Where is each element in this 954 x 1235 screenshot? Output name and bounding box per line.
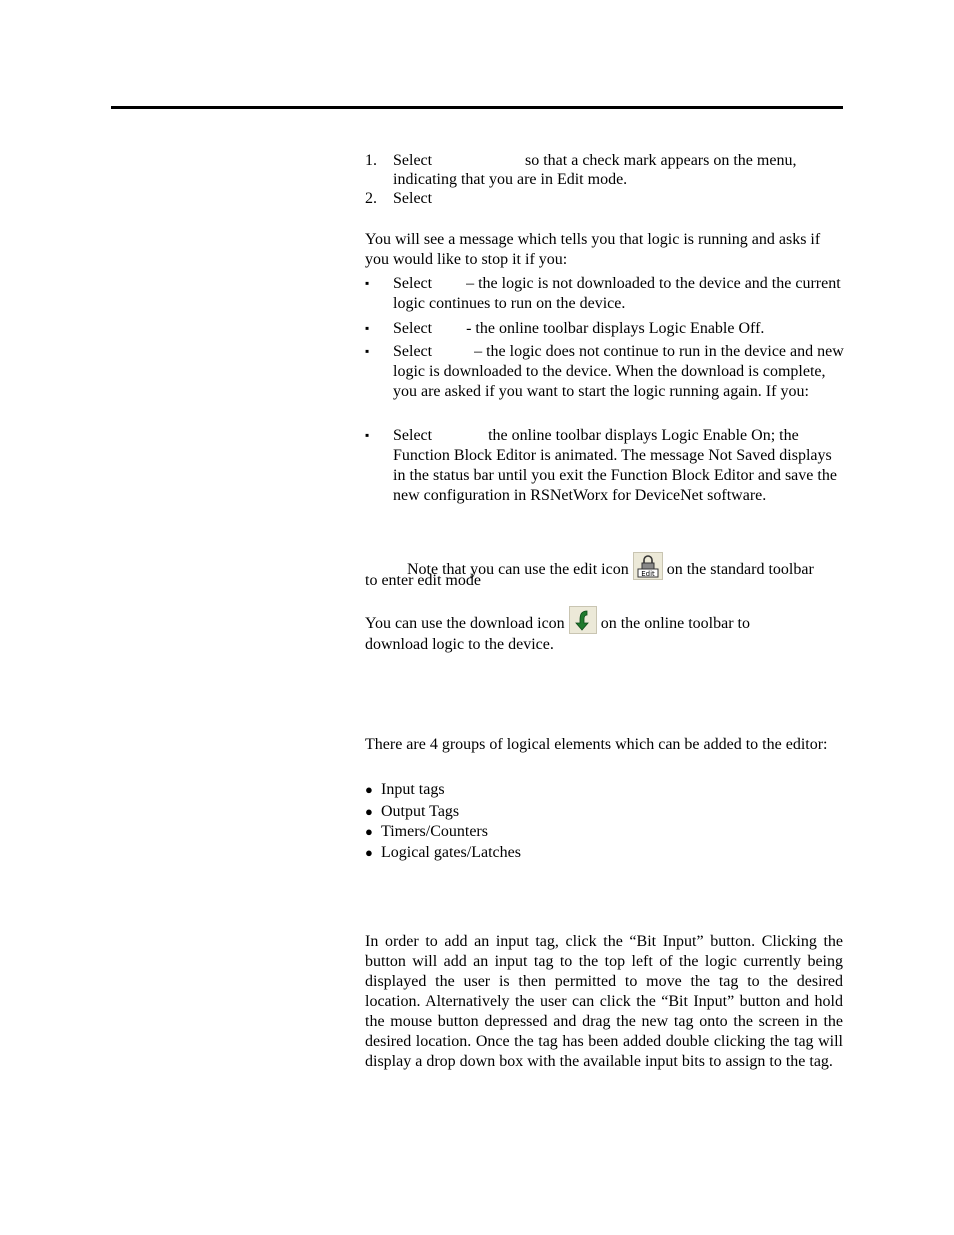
- list-bullet: ●: [365, 845, 373, 860]
- list-bullet: ●: [365, 782, 373, 797]
- download-icon: [569, 606, 597, 634]
- download-continuation: download logic to the device.: [365, 636, 554, 653]
- list-item: Output Tags: [381, 803, 460, 820]
- bullet-1-text: Select – the logic is not downloaded to the device and the current logic continues to run on the device.: [393, 275, 841, 312]
- groups-intro: There are 4 groups of logical elements which can be added to the editor:: [365, 736, 828, 753]
- list-item: Input tags: [381, 781, 445, 798]
- bullet-marker: [365, 274, 385, 292]
- download-line: You can use the download icon on the online toolbar to: [365, 606, 750, 634]
- note-continuation: to enter edit mode: [365, 572, 481, 589]
- list-bullet: ●: [365, 824, 373, 839]
- bullet-3-text: Select – the logic does not continue to run in the device and new logic is downloaded to the device. When the download is complete, you are asked if you want to start the logic running again. If you:: [393, 343, 844, 400]
- header-rule: [111, 106, 843, 109]
- step-1-text: so that a check mark appears on the menu,: [525, 152, 797, 169]
- step-2-number: 2.: [365, 190, 377, 207]
- note-line: Note that you can use the edit icon Edit on the standard toolbar: [407, 552, 814, 580]
- list-bullet: ●: [365, 804, 373, 819]
- bullet-marker: [365, 426, 385, 444]
- list-item: Timers/Counters: [381, 823, 488, 840]
- svg-text:Edit: Edit: [640, 570, 655, 578]
- step-1-number: 1.: [365, 152, 377, 169]
- input-tag-paragraph: In order to add an input tag, click the “Bit Input” button. Clicking the button will add an input tag to the top left of the logic currently being displayed the user is then permitted to move the tag to the desired location. Alternatively the user can click the “Bit Input” button and hold the mouse button depressed and drag the new tag onto the screen in the desired location. Once the tag has been added double clicking the tag will display a drop down box with the available input bits to assign to the tag.: [365, 933, 843, 1070]
- step-2-select: Select: [393, 190, 433, 207]
- bullet-marker: [365, 342, 385, 360]
- intro-paragraph: You will see a message which tells you that logic is running and asks if you would like to stop it if you:: [365, 231, 821, 268]
- step-1-select: Select: [393, 152, 433, 169]
- bullet-2-text: Select - the online toolbar displays Logic Enable Off.: [393, 320, 765, 337]
- bullet-marker: [365, 319, 385, 337]
- step-1-continuation: indicating that you are in Edit mode.: [393, 171, 628, 188]
- edit-icon: [633, 552, 663, 580]
- list-item: Logical gates/Latches: [381, 844, 521, 861]
- bullet-4-text: Select the online toolbar displays Logic Enable On; the Function Block Editor is animated. The message Not Saved displays in the status bar until you exit the Function Block Editor and save the new configuration in RSNetWorx for DeviceNet software.: [393, 427, 837, 504]
